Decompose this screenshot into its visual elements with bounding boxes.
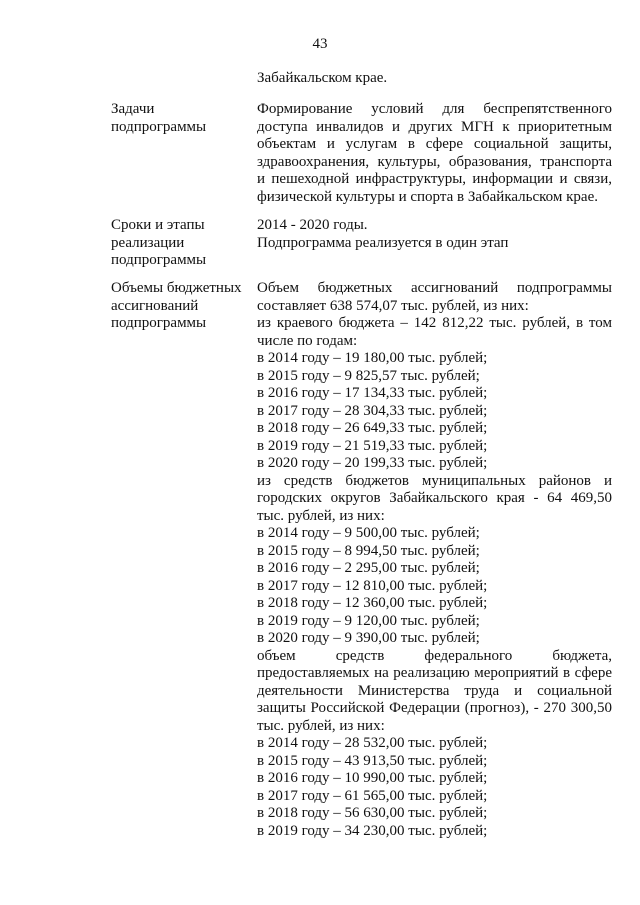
section-content-line: в 2016 году – 2 295,00 тыс. рублей;	[257, 560, 480, 576]
section-content-line: в 2014 году – 28 532,00 тыс. рублей;	[257, 735, 488, 751]
section-content-line: в 2016 году – 17 134,33 тыс. рублей;	[257, 385, 488, 401]
section-content-line: в 2017 году – 12 810,00 тыс. рублей;	[257, 577, 488, 594]
section-content-line: физической культуры и спорта в Забайкальском крае.	[257, 188, 598, 205]
page-number: 43	[312, 36, 328, 52]
section-content-line: Объем бюджетных ассигнований подпрограммы	[257, 280, 612, 296]
section-content-line: в 2015 году – 8 994,50 тыс. рублей;	[257, 542, 480, 559]
section-content-line: объектам и услугам в сфере социальной защиты,	[257, 136, 612, 152]
section-content-line: из краевого бюджета – 142 812,22 тыс. рублей, в том	[257, 315, 612, 331]
section-content-line: защиты Российской Федерации (прогноз), - 270 300,50	[257, 700, 612, 716]
section-content-line: доступа инвалидов и других МГН к приоритетным	[257, 118, 612, 135]
section-content-line: Формирование условий для беспрепятственного	[257, 101, 612, 117]
section-content-line: тыс. рублей, из них:	[257, 717, 385, 734]
section-content-line: 2014 - 2020 годы.	[257, 217, 368, 233]
section-content-line: тыс. рублей, из них:	[257, 507, 385, 524]
section-content-line: в 2015 году – 43 913,50 тыс. рублей;	[257, 752, 488, 769]
section-content-line: в 2019 году – 21 519,33 тыс. рублей;	[257, 437, 488, 454]
section-label-line: Задачи	[111, 101, 155, 117]
section-label-line: Сроки и этапы	[111, 217, 205, 233]
section-content-line: объем средств федерального бюджета,	[257, 647, 612, 664]
section-content-line: в 2018 году – 26 649,33 тыс. рублей;	[257, 420, 488, 436]
section-label-line: Объемы бюджетных	[111, 280, 242, 296]
section-content-line: числе по годам:	[257, 332, 358, 349]
section-content-line: в 2018 году – 56 630,00 тыс. рублей;	[257, 805, 488, 821]
section-content-line: деятельности Министерства труда и социальной	[257, 682, 612, 699]
section-content-line: в 2019 году – 9 120,00 тыс. рублей;	[257, 612, 480, 629]
section-label-line: ассигнований	[111, 297, 199, 314]
section-label-line: подпрограммы	[111, 252, 207, 268]
section-content-line: в 2018 году – 12 360,00 тыс. рублей;	[257, 595, 488, 611]
section-content-line: и пешеходной инфраструктуры, информации и связи,	[257, 171, 612, 187]
section-content-line: предоставляемых на реализацию мероприятий в сфере	[257, 665, 612, 681]
section-content-line: в 2020 году – 20 199,33 тыс. рублей;	[257, 455, 488, 471]
section-content-line: в 2017 году – 61 565,00 тыс. рублей;	[257, 787, 488, 804]
section-content-line: в 2014 году – 9 500,00 тыс. рублей;	[257, 525, 480, 541]
section-content-line: из средств бюджетов муниципальных районов и	[257, 472, 612, 489]
section-content-line: городских округов Забайкальского края - 64 469,50	[257, 490, 612, 506]
continuation-line: Забайкальском крае.	[257, 70, 388, 86]
section-content-line: в 2017 году – 28 304,33 тыс. рублей;	[257, 402, 488, 419]
section-content-line: в 2020 году – 9 390,00 тыс. рублей;	[257, 630, 480, 646]
section-label-line: подпрограммы	[111, 118, 207, 135]
section-content-line: составляет 638 574,07 тыс. рублей, из них:	[257, 297, 529, 314]
section-content-line: в 2015 году – 9 825,57 тыс. рублей;	[257, 367, 480, 384]
section-content-line: здравоохранения, культуры, образования, транспорта	[257, 153, 612, 170]
section-label-line: подпрограммы	[111, 315, 207, 331]
section-content-line: в 2016 году – 10 990,00 тыс. рублей;	[257, 770, 488, 786]
section-content-line: в 2019 году – 34 230,00 тыс. рублей;	[257, 822, 488, 839]
section-content-line: Подпрограмма реализуется в один этап	[257, 234, 509, 251]
section-content-line: в 2014 году – 19 180,00 тыс. рублей;	[257, 350, 488, 366]
section-label-line: реализации	[111, 234, 185, 251]
